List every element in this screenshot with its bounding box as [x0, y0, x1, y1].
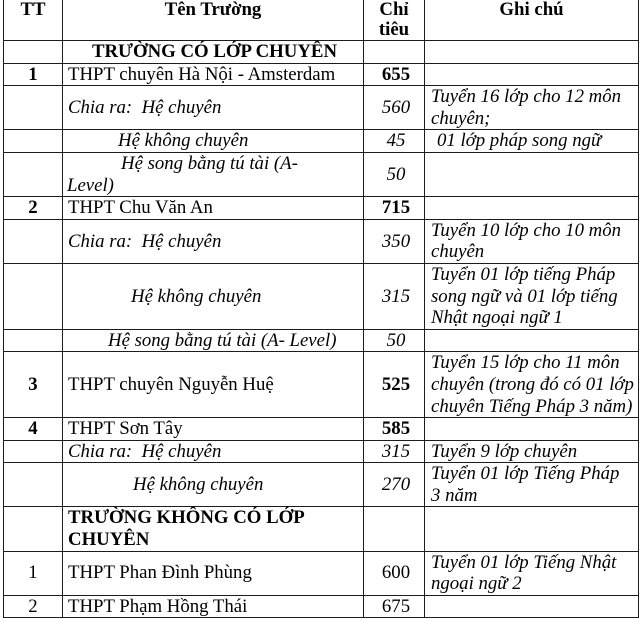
quota-cell: 525 — [364, 352, 425, 418]
quota-cell: 50 — [364, 329, 425, 352]
school-row — [4, 595, 639, 618]
note-cell: Tuyển 15 lớp cho 11 môn chuyên (trong đó có 01 lớp chuyên Tiếng Pháp 3 năm) — [425, 352, 639, 418]
note-cell: Tuyển 01 lớp Tiếng Pháp 3 năm — [425, 463, 639, 507]
quota-cell: 270 — [364, 463, 425, 507]
school-name-cell: Chia ra: Hệ chuyên — [63, 219, 364, 263]
tt-cell — [4, 219, 63, 263]
tt-cell — [4, 86, 63, 130]
section-row — [4, 41, 639, 64]
note-cell — [425, 418, 639, 441]
quota-cell — [364, 507, 425, 551]
tt-cell: 1 — [4, 551, 63, 595]
note-cell: 01 lớp pháp song ngữ — [425, 130, 639, 153]
note-cell — [425, 152, 639, 196]
quota-cell: 50 — [364, 152, 425, 196]
tt-cell — [4, 130, 63, 153]
note-cell — [425, 329, 639, 352]
school-name-cell: Chia ra: Hệ chuyên — [63, 86, 364, 130]
note-cell: Tuyển 16 lớp cho 12 môn chuyên; — [425, 86, 639, 130]
tt-cell — [4, 41, 63, 64]
sub-row — [4, 130, 639, 153]
section-title: TRƯỜNG KHÔNG CÓ LỚP CHUYÊN — [63, 507, 364, 551]
header-note: Ghi chú — [425, 0, 639, 41]
quota-cell: 315 — [364, 440, 425, 463]
schools-table — [3, 0, 639, 618]
school-name-cell: THPT chuyên Nguyễn Huệ — [63, 352, 364, 418]
note-cell — [425, 41, 639, 64]
school-name-cell: THPT Chu Văn An — [63, 197, 364, 220]
note-cell — [425, 507, 639, 551]
sub-row — [4, 329, 639, 352]
quota-cell: 585 — [364, 418, 425, 441]
school-name-cell: THPT chuyên Hà Nội - Amsterdam — [63, 63, 364, 86]
school-name-cell: Hệ không chuyên — [63, 130, 364, 153]
header-quota: Chỉ tiêu — [364, 0, 425, 41]
school-row — [4, 352, 639, 418]
quota-cell — [364, 41, 425, 64]
tt-cell — [4, 329, 63, 352]
tt-cell: 1 — [4, 63, 63, 86]
tt-cell: 2 — [4, 197, 63, 220]
quota-cell: 600 — [364, 551, 425, 595]
sub-row — [4, 86, 639, 130]
section-row — [4, 507, 639, 551]
school-row — [4, 551, 639, 595]
sub-row — [4, 219, 639, 263]
school-name-cell: Hệ không chuyên — [63, 463, 364, 507]
school-row — [4, 197, 639, 220]
tt-cell: 4 — [4, 418, 63, 441]
tt-cell: 3 — [4, 352, 63, 418]
quota-cell: 715 — [364, 197, 425, 220]
header-school-name: Tên Trường — [63, 0, 364, 41]
section-title: TRƯỜNG CÓ LỚP CHUYÊN — [63, 41, 364, 64]
quota-cell: 45 — [364, 130, 425, 153]
school-name-cell: Hệ song bằng tú tài (A- Level) — [63, 152, 364, 196]
school-row — [4, 418, 639, 441]
tt-cell — [4, 507, 63, 551]
note-cell: Tuyển 01 lớp Tiếng Nhật ngoại ngữ 2 — [425, 551, 639, 595]
note-cell — [425, 595, 639, 618]
note-cell — [425, 63, 639, 86]
note-cell — [425, 197, 639, 220]
quota-cell: 655 — [364, 63, 425, 86]
school-name-cell: Hệ không chuyên — [63, 263, 364, 329]
sub-row — [4, 440, 639, 463]
school-name-cell: Hệ song bằng tú tài (A- Level) — [63, 329, 364, 352]
header-tt: TT — [4, 0, 63, 41]
table-header-row — [4, 0, 639, 41]
tt-cell — [4, 440, 63, 463]
tt-cell — [4, 463, 63, 507]
sub-row — [4, 152, 639, 196]
tt-cell: 2 — [4, 595, 63, 618]
school-row — [4, 63, 639, 86]
school-name-cell: Chia ra: Hệ chuyên — [63, 440, 364, 463]
note-cell: Tuyển 01 lớp tiếng Pháp song ngữ và 01 lớp tiếng Nhật ngoại ngữ 1 — [425, 263, 639, 329]
sub-row — [4, 263, 639, 329]
school-name-cell: THPT Sơn Tây — [63, 418, 364, 441]
school-name-cell: THPT Phan Đình Phùng — [63, 551, 364, 595]
note-cell: Tuyển 10 lớp cho 10 môn chuyên — [425, 219, 639, 263]
school-name-cell: THPT Phạm Hồng Thái — [63, 595, 364, 618]
note-cell: Tuyển 9 lớp chuyên — [425, 440, 639, 463]
tt-cell — [4, 152, 63, 196]
sub-row — [4, 463, 639, 507]
tt-cell — [4, 263, 63, 329]
quota-cell: 560 — [364, 86, 425, 130]
quota-cell: 350 — [364, 219, 425, 263]
quota-cell: 675 — [364, 595, 425, 618]
quota-cell: 315 — [364, 263, 425, 329]
